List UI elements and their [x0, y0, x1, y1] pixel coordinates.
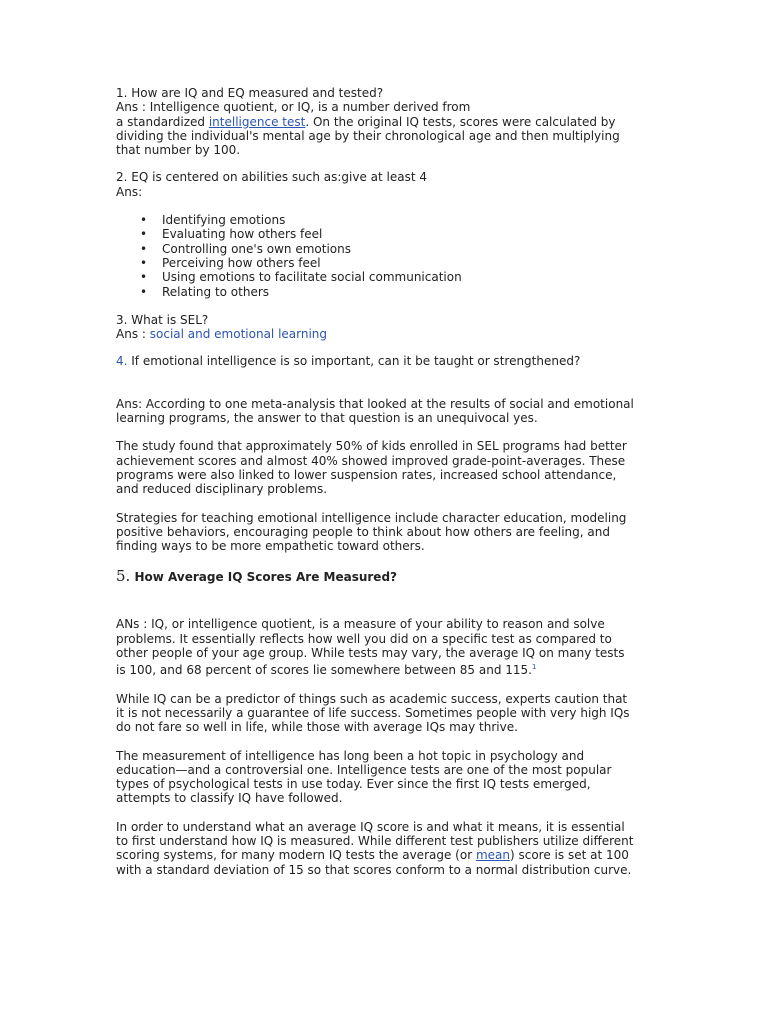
q5-answer [116, 617, 636, 677]
bullet-icon: • [140, 284, 148, 299]
q5-answer-text: ANs : IQ, or intelligence quotient, is a measure of your ability to reason and solve problems. It essentially reflects how well you did on a specific test as compared to other people of your age group. While tests may vary, the average IQ on many tests is 100, and 68 percent of scores lie somewhere between 85 and 115. [116, 617, 625, 678]
q2-answer-label: Ans: [116, 184, 143, 199]
footnote-ref[interactable]: 1 [531, 663, 537, 672]
bullet-icon: • [140, 213, 148, 228]
q5-number: 5. [116, 567, 131, 586]
q5-paragraph-4-prefix: In order to understand what an average IQ score is and what it means, it is essential to first understand how IQ is measured. While different test publishers utilize different scoring systems, for many modern IQ tests the average (or [116, 819, 634, 863]
q4-question-text: If emotional intelligence is so important, can it be taught or strengthened? [127, 354, 581, 369]
q3-answer-label: Ans : [116, 327, 150, 342]
list-item-text: Controlling one's own emotions [162, 241, 352, 256]
q5-heading-text: How Average IQ Scores Are Measured? [130, 570, 397, 585]
q2-question: 2. EQ is centered on abilities such as:give at least 4 [116, 170, 428, 185]
list-item [138, 285, 636, 299]
list-item-text: Identifying emotions [162, 213, 286, 228]
q5-paragraph-4 [116, 820, 636, 877]
bullet-icon: • [140, 270, 148, 285]
list-item [138, 270, 636, 284]
q4-question [116, 354, 636, 368]
bullet-icon: • [140, 241, 148, 256]
mean-link[interactable]: mean [475, 848, 510, 863]
list-item-text: Relating to others [162, 284, 270, 299]
list-item [138, 256, 636, 270]
list-item-text: Evaluating how others feel [162, 227, 323, 242]
sel-link[interactable]: social and emotional learning [149, 327, 328, 342]
q3-answer [116, 327, 636, 341]
bullet-icon: • [140, 227, 148, 242]
q5-paragraph-2: While IQ can be a predictor of things such as academic success, experts caution that it is not necessarily a guarantee of life success. Sometimes people with very high IQs do not fare so well in life, while those with average IQs may thrive. [116, 691, 630, 735]
q4-number: 4. [116, 354, 128, 369]
q1-question: 1. How are IQ and EQ measured and tested? [116, 86, 384, 100]
q5-heading [116, 568, 636, 585]
q1-answer-line1: Ans : Intelligence quotient, or IQ, is a number derived from [116, 100, 471, 115]
q1-answer-suffix: . On the original IQ tests, scores were calculated by dividing the individual's mental age by their chronological age and then multiplying that number by 100. [116, 114, 620, 158]
q5-paragraph-4-suffix: ) score is set at 100 with a standard deviation of 15 so that scores conform to a normal distribution curve. [116, 848, 632, 877]
list-item [138, 213, 636, 227]
q1-answer-body [116, 115, 636, 158]
q1-answer-prefix: a standardized [116, 114, 209, 129]
bullet-icon: • [140, 255, 148, 270]
list-item [138, 242, 636, 256]
list-item [138, 227, 636, 241]
document-page [116, 86, 636, 877]
intelligence-test-link[interactable]: intelligence test [208, 114, 306, 129]
list-item-text: Perceiving how others feel [162, 255, 321, 270]
q5-paragraph-3: The measurement of intelligence has long been a hot topic in psychology and education—and a controversial one. Intelligence tests are one of the most popular types of psychological tests in use today. Ever since the first IQ tests emerged, attempts to classify IQ have followed. [116, 748, 612, 806]
q4-paragraph-2: The study found that approximately 50% of kids enrolled in SEL programs had better achievement scores and almost 40% showed improved grade-point-averages. These programs were also linked to lower suspension rates, increased school attendance, and reduced disciplinary problems. [116, 439, 627, 497]
eq-abilities-list [116, 213, 636, 299]
q4-answer: Ans: According to one meta-analysis that looked at the results of social and emotional learning programs, the answer to that question is an unequivocal yes. [116, 396, 634, 426]
q4-paragraph-3: Strategies for teaching emotional intelligence include character education, modeling positive behaviors, encouraging people to think about how others are feeling, and finding ways to be more empathetic toward others. [116, 510, 627, 554]
list-item-text: Using emotions to facilitate social communication [162, 270, 462, 285]
q3-question: 3. What is SEL? [116, 312, 209, 327]
